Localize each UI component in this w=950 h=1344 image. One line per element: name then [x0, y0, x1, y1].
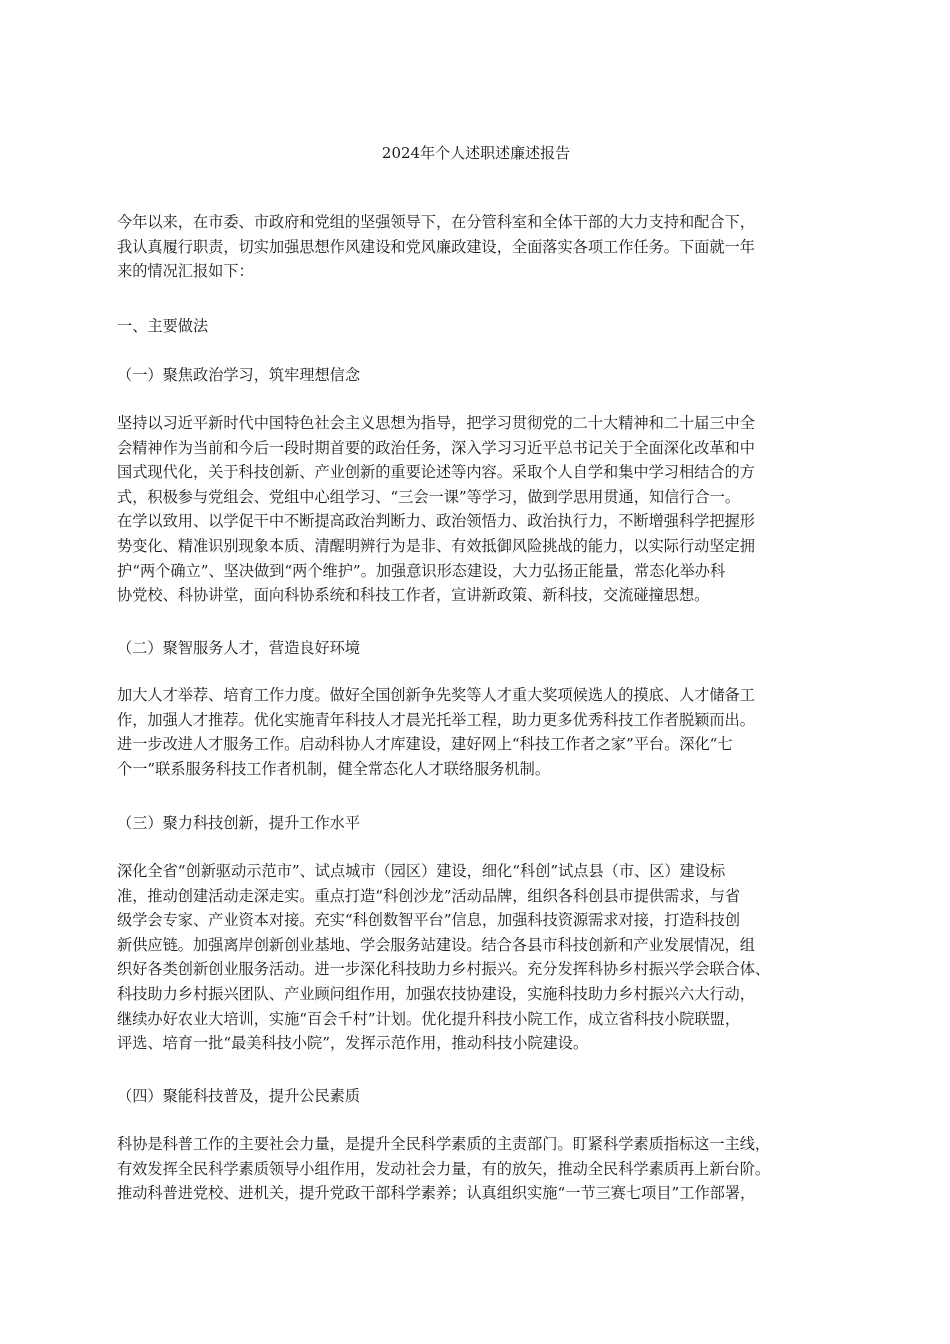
- subsection-heading-4: （四）聚能科技普及，提升公民素质: [117, 1087, 360, 1105]
- paragraph-line: 推动科普进党校、进机关，提升党政干部科学素养；认真组织实施“一节三赛七项目”工作部署，: [117, 1184, 756, 1203]
- intro-paragraph: [117, 210, 835, 284]
- paragraph-line: 个一”联系服务科技工作者机制，健全常态化人才联络服务机制。: [117, 759, 551, 778]
- paragraph-line: 坚持以习近平新时代中国特色社会主义思想为指导，把学习贯彻党的二十大精神和二十届三中全: [117, 414, 755, 432]
- paragraph-line: 加大人才举荐、培育工作力度。做好全国创新争先奖等人才重大奖项候选人的摸底、人才储备工: [117, 686, 755, 704]
- paragraph-line: 级学会专家、产业资本对接。充实“科创数智平台”信息，加强科技资源需求对接，打造科技创: [117, 911, 741, 930]
- paragraph-line: 准，推动创建活动走深走实。重点打造“科创沙龙”活动品牌，组织各科创县市提供需求，与省: [117, 886, 741, 905]
- document-title: 2024年个人述职述廉述报告: [381, 144, 571, 162]
- paragraph-line: 科协是科普工作的主要社会力量，是提升全民科学素质的主责部门。盯紧科学素质指标这一主线，: [117, 1135, 771, 1153]
- paragraph-line: 新供应链。加强离岸创新创业基地、学会服务站建设。结合各县市科技创新和产业发展情况，组: [117, 935, 755, 954]
- paragraph-line: 会精神作为当前和今后一段时期首要的政治任务，深入学习习近平总书记关于全面深化改革和中: [117, 438, 755, 457]
- subsection-3-paragraph: [117, 859, 835, 1056]
- intro-line: 来的情况汇报如下：: [117, 262, 254, 281]
- subsection-1-paragraph: [117, 411, 835, 608]
- section-heading-main-practices: 一、主要做法: [117, 317, 209, 335]
- paragraph-line: 作，加强人才推荐。优化实施青年科技人才晨光托举工程，助力更多优秀科技工作者脱颖而出。: [117, 710, 755, 729]
- intro-line: 今年以来，在市委、市政府和党组的坚强领导下，在分管科室和全体干部的大力支持和配合下，: [117, 213, 755, 231]
- paragraph-line: 深化全省“创新驱动示范市”、试点城市（园区）建设，细化“科创”试点县（市、区）建设标: [117, 862, 726, 880]
- paragraph-line: 在学以致用、以学促干中不断提高政治判断力、政治领悟力、政治执行力，不断增强科学把握形: [117, 512, 755, 531]
- paragraph-line: 有效发挥全民科学素质领导小组作用，发动社会力量，有的放矢，推动全民科学素质再上新台阶。: [117, 1159, 771, 1178]
- subsection-heading-3: （三）聚力科技创新，提升工作水平: [117, 814, 360, 832]
- intro-line: 我认真履行职责，切实加强思想作风建设和党风廉政建设，全面落实各项工作任务。下面就一年: [117, 237, 755, 256]
- paragraph-line: 协党校、科协讲堂，面向科协系统和科技工作者，宣讲新政策、新科技，交流碰撞思想。: [117, 586, 710, 605]
- document-page: [117, 0, 835, 1344]
- paragraph-line: 护“两个确立”、坚决做到“两个维护”。加强意识形态建设，大力弘扬正能量，常态化举办科: [117, 561, 726, 580]
- paragraph-line: 科技助力乡村振兴团队、产业顾问组作用，加强农技协建设，实施科技助力乡村振兴六大行动，: [117, 984, 755, 1003]
- paragraph-line: 进一步改进人才服务工作。启动科协人才库建设，建好网上“科技工作者之家”平台。深化“七: [117, 735, 733, 754]
- subsection-heading-1: （一）聚焦政治学习，筑牢理想信念: [117, 366, 360, 384]
- paragraph-line: 织好各类创新创业服务活动。进一步深化科技助力乡村振兴。充分发挥科协乡村振兴学会联合体、: [117, 960, 771, 979]
- paragraph-line: 评选、培育一批“最美科技小院”，发挥示范作用，推动科技小院建设。: [117, 1034, 589, 1053]
- paragraph-line: 继续办好农业大培训，实施“百会千村”计划。优化提升科技小院工作，成立省科技小院联盟，: [117, 1009, 741, 1028]
- paragraph-line: 势变化、精准识别现象本质、清醒明辨行为是非、有效抵御风险挑战的能力，以实际行动坚定拥: [117, 536, 755, 555]
- subsection-heading-2: （二）聚智服务人才，营造良好环境: [117, 639, 360, 657]
- paragraph-line: 国式现代化，关于科技创新、产业创新的重要论述等内容。采取个人自学和集中学习相结合的方: [117, 463, 755, 482]
- subsection-2-paragraph: [117, 683, 835, 781]
- subsection-4-paragraph: [117, 1132, 835, 1206]
- paragraph-line: 式，积极参与党组会、党组中心组学习、“三会一课”等学习，做到学思用贯通，知信行合一。: [117, 487, 741, 506]
